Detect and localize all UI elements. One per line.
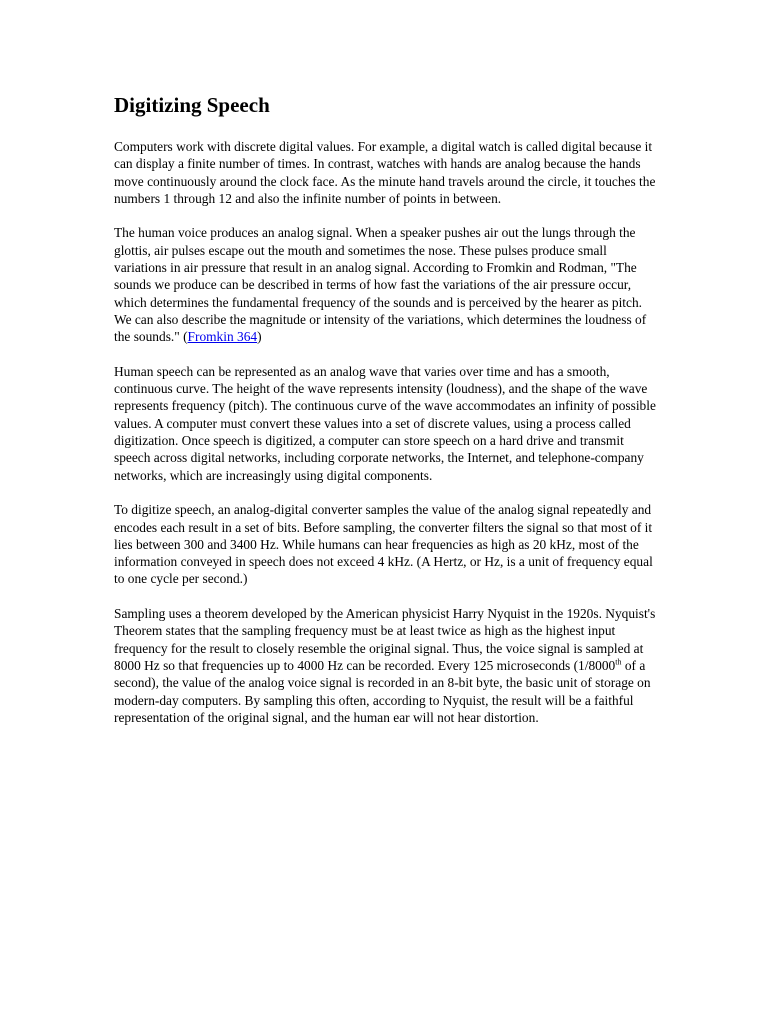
- paragraph-nyquist: [114, 605, 656, 726]
- superscript-th: th: [615, 657, 622, 667]
- paragraph-text-after: of a second), the value of the analog voice signal is recorded in an 8-bit byte, the basic unit of storage on modern-day computers. By sampling this often, according to Nyquist, the result will be a faithful representation of the original signal, and the human ear will not hear distortion.: [114, 657, 651, 725]
- paragraph-text: Sampling uses a theorem developed by the American physicist Harry Nyquist in the 1920s. Nyquist's Theorem states that the sampling frequency must be at least twice as high as the highest input frequency for the result to closely resemble the original signal. Thus, the voice signal is sampled at 8000 Hz so that frequencies up to 4000 Hz can be recorded. Every 125 microseconds (1/8000: [114, 606, 656, 673]
- paragraph-digitize-speech: To digitize speech, an analog-digital converter samples the value of the analog signal repeatedly and encodes each result in a set of bits. Before sampling, the converter filters the signal so that most of it lies between 300 and 3400 Hz. While humans can hear frequencies as high as 20 kHz, most of the information conveyed in speech does not exceed 4 kHz. (A Hertz, or Hz, is a unit of frequency equal to one cycle per second.): [114, 502, 653, 587]
- paragraph-text: The human voice produces an analog signal. When a speaker pushes air out the lungs through the glottis, air pulses escape out the mouth and sometimes the nose. These pulses produce small variations in air pressure that result in an analog signal. According to Fromkin and Rodman, "The sounds we produce can be described in terms of how fast the variations of the air pressure occur, which determines the fundamental frequency of the sounds and is perceived by the hearer as pitch. We can also describe the magnitude or intensity of the variations, which determines the loudness of the sounds." (: [114, 225, 647, 345]
- paragraph-human-voice: [114, 224, 656, 345]
- page-title: Digitizing Speech: [114, 93, 270, 117]
- paragraph-digital-values: Computers work with discrete digital values. For example, a digital watch is called digital because it can display a finite number of times. In contrast, watches with hands are analog because the hands move continuously around the clock face. As the minute hand travels around the circle, it touches the numbers 1 through 12 and also the infinite number of points in between.: [114, 139, 656, 206]
- paragraph-text-close: ): [257, 329, 262, 345]
- citation-link-fromkin[interactable]: Fromkin 364: [187, 329, 258, 345]
- document-page: [114, 92, 656, 743]
- paragraph-analog-wave: Human speech can be represented as an analog wave that varies over time and has a smooth, continuous curve. The height of the wave represents intensity (loudness), and the shape of the wave represents frequency (pitch). The continuous curve of the wave accommodates an infinity of possible values. A computer must convert these values into a set of discrete values, using a process called digitization. Once speech is digitized, a computer can store speech on a hard drive and transmit speech across digital networks, including corporate networks, the Internet, and telephone-company networks, which are increasingly using digital components.: [114, 363, 656, 483]
